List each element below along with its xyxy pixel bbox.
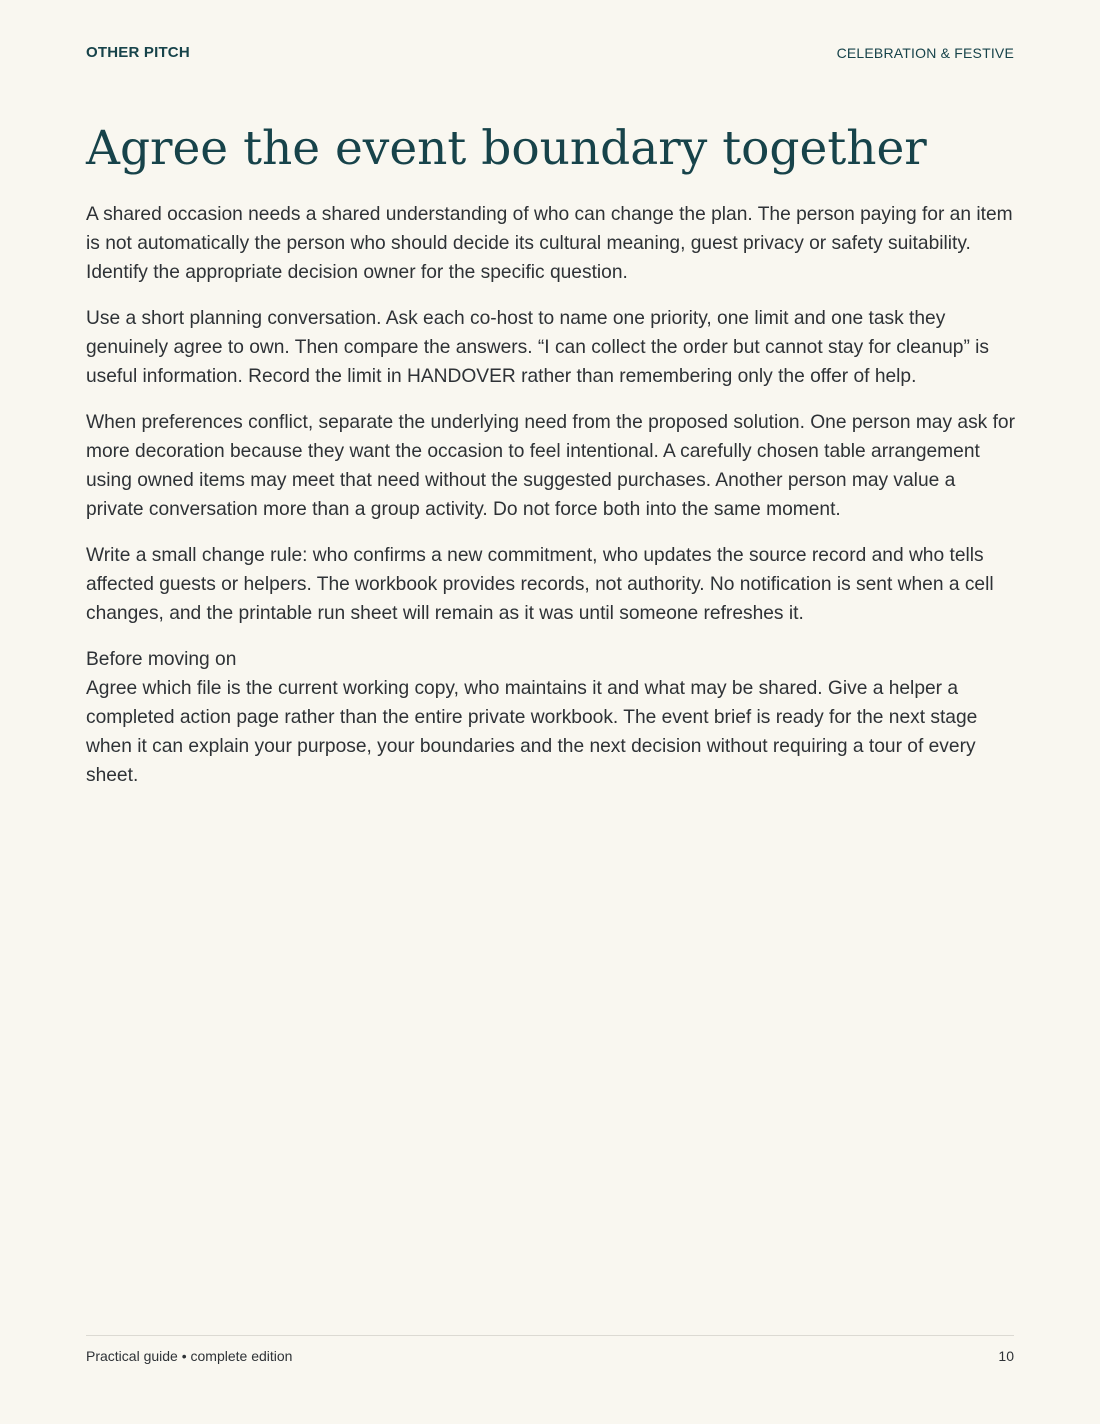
- page-title: Agree the event boundary together: [86, 121, 927, 176]
- header-section-label: OTHER PITCH: [86, 44, 190, 61]
- before-moving-on-box: [86, 645, 1018, 790]
- page-number: 10: [998, 1348, 1014, 1364]
- footer-divider: [86, 1335, 1014, 1336]
- before-moving-on-text: Agree which file is the current working copy, who maintains it and what may be shared. Give a helper a completed action page rather than the entire private workbook. The event brief is ready for the next stage when it can explain your purpose, your boundaries and the next decision without requiring a tour of every sheet.: [86, 678, 978, 786]
- before-moving-on-heading: Before moving on: [86, 649, 237, 670]
- body-paragraph: Write a small change rule: who confirms a new commitment, who updates the source record and who tells affected guests or helpers. The workbook provides records, not authority. No notification is sent when a cell changes, and the printable run sheet will remain as it was until someone refreshes it.: [86, 545, 994, 624]
- page-body: [86, 200, 1018, 790]
- body-paragraph: A shared occasion needs a shared understanding of who can change the plan. The person paying for an item is not automatically the person who should decide its cultural meaning, guest privacy or safety suitability. Identify the appropriate decision owner for the specific question.: [86, 204, 1013, 283]
- footer-edition-label: Practical guide • complete edition: [86, 1348, 293, 1364]
- header-category-label: CELEBRATION & FESTIVE: [836, 45, 1014, 61]
- page-header: [86, 44, 1014, 64]
- body-paragraph: When preferences conflict, separate the underlying need from the proposed solution. One person may ask for more decoration because they want the occasion to feel intentional. A carefully chosen table arrangement using owned items may meet that need without the suggested purchases. Another person may value a private conversation more than a group activity. Do not force both into the same moment.: [86, 412, 1015, 520]
- body-paragraph: Use a short planning conversation. Ask each co-host to name one priority, one limit and one task they genuinely agree to own. Then compare the answers. “I can collect the order but cannot stay for cleanup” is useful information. Record the limit in HANDOVER rather than remembering only the offer of help.: [86, 308, 990, 387]
